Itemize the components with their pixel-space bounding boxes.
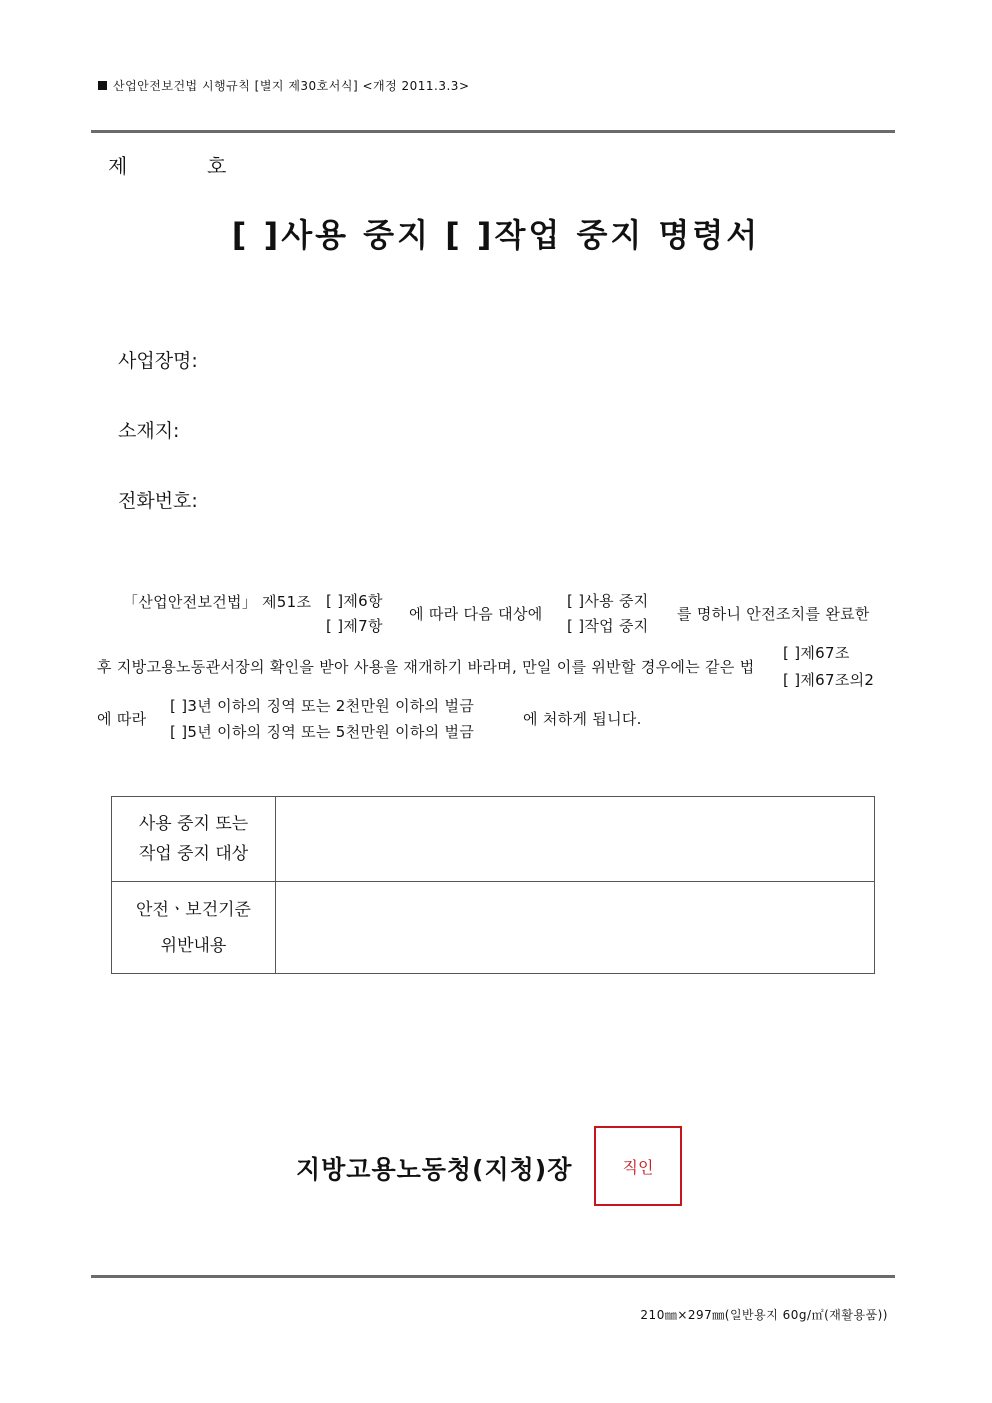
article-67-2-checkbox[interactable]: [ ]제67조의2 xyxy=(783,671,875,689)
doc-number-ho: 호 xyxy=(207,154,227,178)
order-text: 를 명하니 안전조치를 완료한 xyxy=(677,605,870,623)
phone-label: 전화번호: xyxy=(118,490,198,512)
target-label: 사용 중지 또는 작업 중지 대상 xyxy=(112,797,276,882)
form-header-note: 산업안전보건법 시행규칙 [별지 제30호서식] <개정 2011.3.3> xyxy=(98,77,470,94)
work-stop-checkbox[interactable]: [ ]작업 중지 xyxy=(567,617,649,635)
top-rule xyxy=(91,130,895,133)
paper-spec-note: 210㎜×297㎜(일반용지 60g/㎡(재활용품)) xyxy=(640,1308,888,1322)
table-row xyxy=(112,882,875,974)
penalty-5-year-checkbox[interactable]: [ ]5년 이하의 징역 또는 5천만원 이하의 벌금 xyxy=(170,723,475,741)
table-row xyxy=(112,797,875,882)
violation-value-cell[interactable] xyxy=(276,882,875,974)
violation-label: 안전ㆍ보건기준 위반내용 xyxy=(112,882,276,974)
page-title: [ ]사용 중지 [ ]작업 중지 명령서 xyxy=(231,216,761,254)
according-text: 에 따라 다음 대상에 xyxy=(409,605,543,623)
official-seal-box: 직인 xyxy=(594,1126,682,1206)
target-value-cell[interactable] xyxy=(276,797,875,882)
paragraph-7-checkbox[interactable]: [ ]제7항 xyxy=(326,617,383,635)
penalty-3-year-checkbox[interactable]: [ ]3년 이하의 징역 또는 2천만원 이하의 벌금 xyxy=(170,697,475,715)
doc-number-je: 제 xyxy=(108,154,128,178)
paragraph-6-checkbox[interactable]: [ ]제6항 xyxy=(326,592,383,610)
law-name: 「산업안전보건법」 xyxy=(123,593,258,611)
paragraph-line-2: 후 지방고용노동관서장의 확인을 받아 사용을 재개하기 바라며, 만일 이를 위반할 경우에는 같은 법 xyxy=(97,658,755,676)
punished-text: 에 처하게 됩니다. xyxy=(523,710,642,728)
according-text-2: 에 따라 xyxy=(97,710,147,728)
article-67-checkbox[interactable]: [ ]제67조 xyxy=(783,644,850,662)
bottom-rule xyxy=(91,1275,895,1278)
use-stop-checkbox[interactable]: [ ]사용 중지 xyxy=(567,592,649,610)
address-label: 소재지: xyxy=(118,420,180,442)
square-bullet-icon xyxy=(98,81,107,90)
issuing-authority: 지방고용노동청(지청)장 xyxy=(296,1155,573,1184)
order-detail-table xyxy=(111,796,875,974)
article-51: 제51조 xyxy=(262,593,312,611)
business-name-label: 사업장명: xyxy=(118,350,198,372)
